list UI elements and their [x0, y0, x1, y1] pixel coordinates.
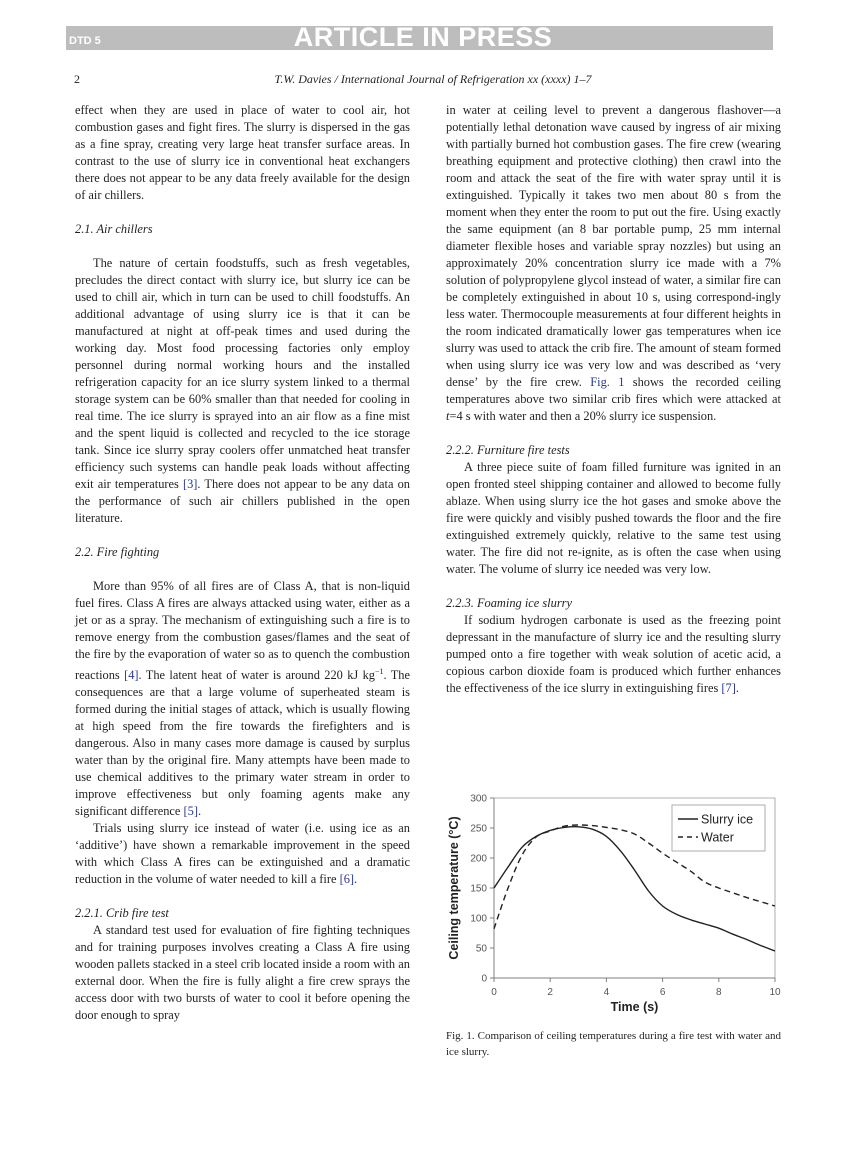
text-run: .: [735, 681, 739, 695]
figure-link-1[interactable]: Fig. 1: [590, 375, 625, 389]
text-run: .: [354, 872, 358, 887]
y-tick-label: 100: [470, 913, 487, 925]
left-column: [75, 102, 410, 1024]
text-run: The nature of certain foodstuffs, such as fresh vegetables, precludes the direct contact with slurry ice, but slurry ice can be used to chill air, which in turn can be used to chill foodstuffs. An additional advantage of using slurry ice is that it can be manufactured at night at off-peak times and used during the working day. Most food processing factories only employ personnel during normal working hours and the installed refrigeration capacity for an ice slurry system linked to a thermal storage system can be 60% smaller than that needed for cooling in real time. The ice slurry is sprayed into an air flow as a fine mist and the spent liquid is collected and recycled to the ice storage tank. Since ice slurry spray coolers offer unmatched heat transfer efficiency such systems can handle peak loads without affecting exit air temperatures: [75, 256, 410, 491]
paragraph-air-chillers: [75, 255, 410, 527]
text-run: Trials using slurry ice instead of water (i.e. using ice as an ‘additive’) have shown a remarkable improvement in the speed with which Class A fires can be extinguished and a dramatic reduction in the volume of water needed to kill a fire: [75, 821, 410, 887]
text-run: . There does not appear to be any data on the performance of such air chillers published in the open literature.: [75, 477, 410, 525]
dtd-label: DTD 5: [69, 35, 101, 47]
running-title: T.W. Davies / International Journal of Refrigeration xx (xxxx) 1–7: [274, 72, 592, 86]
citation-link-5[interactable]: [5]: [183, 804, 198, 819]
text-run: . The consequences are that a large volume of superheated steam is formed during the initial stages of attack, which is usually flowing at high speed from the fire towards the firefighters and is dangerous. Also in many cases more damage is caused by surplus water than by the original fire. Many attempts have been made to use chemical additives to the primary water stream in order to improve effectiveness but only foaming agents make any significant difference: [75, 668, 410, 819]
variable-t: t: [446, 409, 450, 423]
paragraph-furniture: A three piece suite of foam filled furniture was ignited in an open fronted steel shipping container and allowed to become fully ablaze. When using slurry ice the hot gases and smoke above the fire were quickly and visibly pushed towards the floor and the fire extinguished extremely quickly, relative to the same test using water. The fire did not re-ignite, as is often the case when using water. The volume of slurry ice needed was very low.: [446, 460, 781, 576]
x-axis-label: Time (s): [610, 1000, 659, 1014]
x-tick-label: 4: [603, 987, 610, 998]
citation-link-7[interactable]: [7]: [721, 681, 736, 695]
legend-label: Slurry ice: [701, 812, 754, 827]
article-in-press-banner: ARTICLE IN PRESS: [293, 22, 553, 52]
x-tick-label: 2: [547, 987, 553, 998]
text-run: If sodium hydrogen carbonate is used as the freezing point depressant in the manufacture of slurry ice and the resulting slurry pumped onto a fire together with weak solution of acetic acid, a copious carbon dioxide foam is produced which further enhances the effectiveness of the ice slurry in extinguishing fires: [446, 613, 781, 695]
citation-link-6[interactable]: [6]: [339, 872, 355, 887]
paragraph-intro: effect when they are used in place of water to cool air, hot combustion gases and fight fires. The slurry is dispersed in the gas as a fine spray, creating very large heat transfer surface areas. In contrast to the use of slurry ice in conventional heat exchangers there does not appear to be any data freely available for the design of air chillers.: [75, 103, 410, 202]
y-tick-label: 200: [470, 853, 487, 865]
text-run: More than 95% of all fires are of Class A, that is non-liquid fuel fires. Class A fires are always attacked using water, either as a jet or as a spray. The mechanism of extinguishing such a fire is to remove energy from the combustion gases/flames and the seat of the fire by the evaporation of water so as to quench the combustion reactions: [75, 579, 410, 683]
text-run: shows the recorded ceiling temperatures above two similar crib fires which were attacked at: [446, 375, 781, 406]
y-tick-label: 300: [470, 793, 487, 805]
y-tick-label: 250: [470, 823, 487, 835]
text-run: in water at ceiling level to prevent a dangerous flashover—a potentially lethal detonation wave caused by ingress of air mixing with partially burned hot combustion gases. The fire crew (wearing breathing equipment and protective clothing) then crawl into the room and attack the seat of the fire with water spray until it is extinguished. Typically it takes two men about 80 s from the moment when they enter the room to put out the fire. Using exactly the same equipment (an 8 bar portable pump, 25 mm internal diameter flexible hoses and variable spray nozzles) but using an approximately 20% concentration slurry ice made with a 7% solution of polypropylene glycol instead of water, a similar fire can be completely extinguished in about 10 s, using correspond-ingly less water. Thermocouple measurements at four different heights in the room indicated dramatically lower gas temperatures when ice slurry was used to attack the crib fire. The amount of steam formed when using slurry ice was very low and was described as ‘very dense’ by the fire crew.: [446, 103, 781, 389]
citation-link-4[interactable]: [4]: [124, 668, 139, 683]
section-heading-fire-fighting: 2.2. Fire fighting: [75, 545, 160, 559]
paragraph-crib-continued: [446, 102, 781, 425]
figure-1-chart: [440, 788, 790, 1023]
superscript: −1: [374, 667, 384, 676]
paragraph-trials: [75, 820, 410, 888]
paragraph-fire-fighting: [75, 578, 410, 820]
line-chart: [440, 788, 790, 1023]
y-tick-label: 150: [470, 883, 487, 895]
y-tick-label: 50: [475, 943, 487, 955]
paragraph-crib-fire-test: A standard test used for evaluation of fire fighting techniques and for training purposes involves creating a Class A fire using wooden pallets stacked in a steel crib located inside a room with an external door. When the fire is fully alight a fire crew sprays the access door with two bursts of water to cool it before opening the door enough to spray: [75, 923, 410, 1023]
page-number: 2: [74, 72, 80, 86]
paragraph-foaming: [446, 612, 781, 697]
section-heading-foaming-ice-slurry: 2.2.3. Foaming ice slurry: [446, 596, 572, 610]
right-column: [446, 102, 781, 697]
text-run: .: [197, 804, 202, 819]
text-run: . The latent heat of water is around 220 kJ kg: [138, 668, 375, 683]
text-run: =4 s with water and then a 20% slurry ice suspension.: [449, 409, 717, 423]
x-tick-label: 10: [769, 987, 781, 998]
y-axis-label: Ceiling temperature (°C): [447, 816, 461, 960]
section-heading-crib-fire-test: 2.2.1. Crib fire test: [75, 906, 169, 921]
section-heading-furniture-fire-tests: 2.2.2. Furniture fire tests: [446, 443, 570, 457]
citation-link-3[interactable]: [3]: [182, 477, 198, 491]
x-tick-label: 6: [659, 987, 666, 998]
legend-label: Water: [701, 830, 734, 845]
x-tick-label: 0: [491, 987, 497, 998]
section-heading-air-chillers: 2.1. Air chillers: [75, 222, 153, 236]
figure-caption: Fig. 1. Comparison of ceiling temperatures during a fire test with water and ice slurry.: [446, 1030, 781, 1058]
y-tick-label: 0: [481, 973, 487, 985]
x-tick-label: 8: [716, 987, 722, 998]
